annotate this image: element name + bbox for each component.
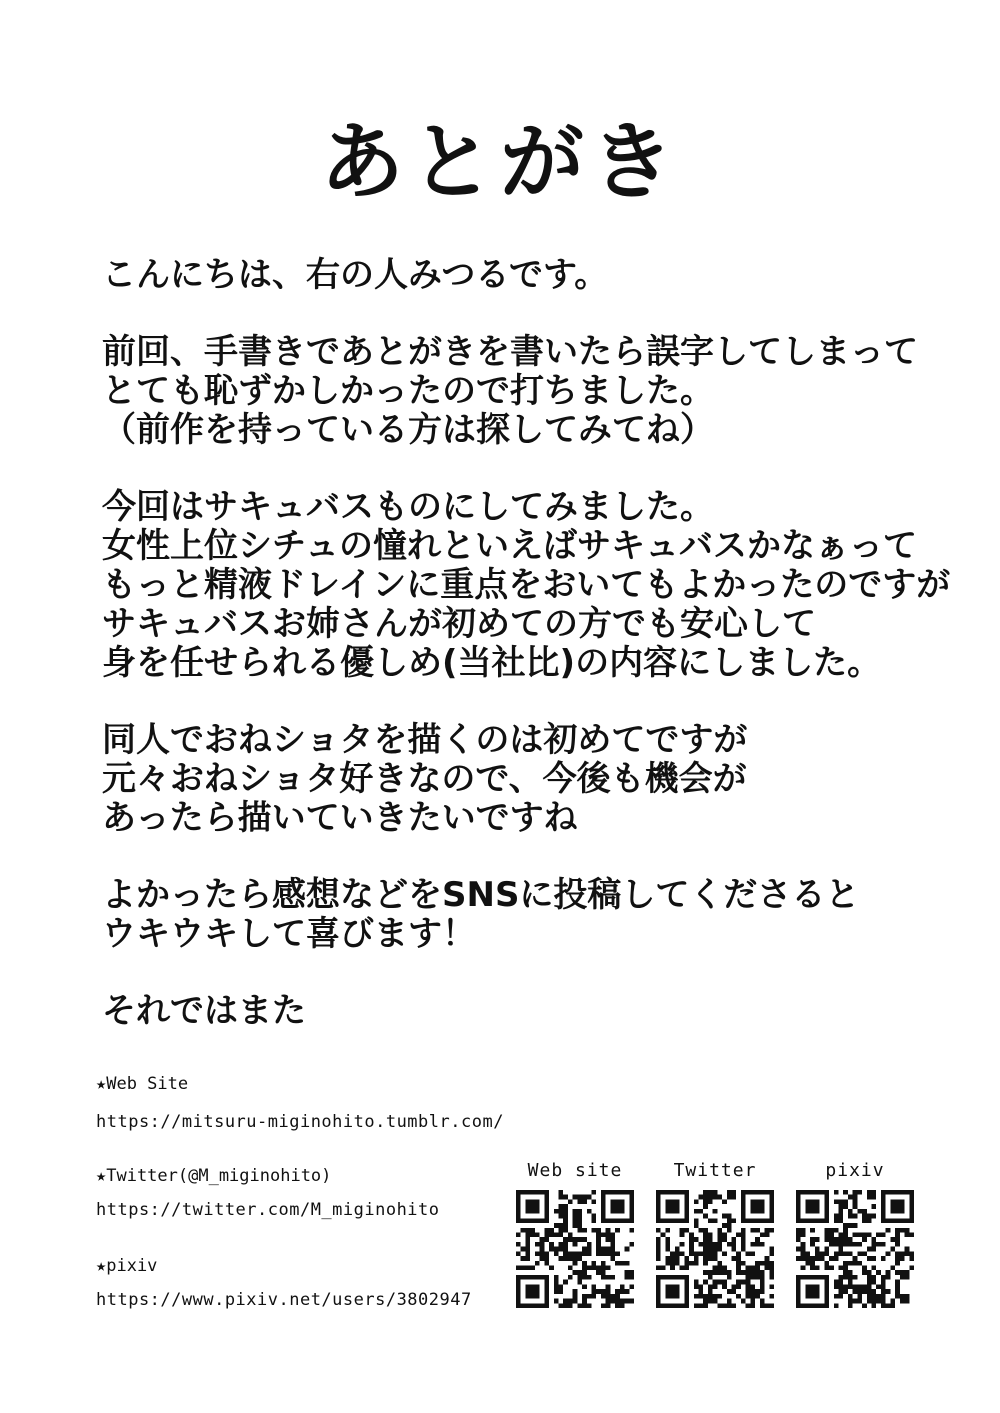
- text-line: それではまた: [102, 991, 306, 1031]
- text-line: 同人でおねショタを描くのは初めてですが: [102, 720, 748, 760]
- paragraph-feedback: [102, 876, 962, 954]
- qr-twitter: [650, 1158, 780, 1308]
- text-line: とても恥ずかしかったので打ちました。: [102, 371, 714, 411]
- pixiv-url-link[interactable]: https://www.pixiv.net/users/3802947: [96, 1290, 472, 1310]
- web-site-url-link[interactable]: https://mitsuru-miginohito.tumblr.com/: [96, 1112, 504, 1132]
- text-line: よかったら感想などをSNSに投稿してくださると: [102, 875, 860, 915]
- qr-label: Web site: [527, 1160, 623, 1181]
- text-line: ウキウキして喜びます！: [102, 914, 476, 954]
- text-line: あったら描いていきたいですね: [102, 798, 578, 838]
- text-line: 前回、手書きであとがきを書いたら誤字してしまって: [102, 332, 918, 372]
- twitter-url-link[interactable]: https://twitter.com/M_miginohito: [96, 1200, 440, 1220]
- afterword-body: [102, 256, 962, 1069]
- paragraph-previous-work: [102, 333, 962, 450]
- qr-code-icon[interactable]: [516, 1190, 634, 1308]
- text-line: 今回はサキュバスものにしてみました。: [102, 487, 714, 527]
- paragraph-greeting: [102, 256, 962, 295]
- link-heading: ★Web Site: [96, 1074, 189, 1094]
- paragraph-closing: [102, 992, 962, 1031]
- text-line: 身を任せられる優しめ(当社比)の内容にしました。: [102, 643, 882, 683]
- qr-label: Twitter: [673, 1160, 757, 1181]
- qr-label: pixiv: [825, 1160, 885, 1181]
- page-title: あとがき: [319, 113, 680, 211]
- text-line: 元々おねショタ好きなので、今後も機会が: [102, 759, 747, 799]
- qr-code-icon[interactable]: [796, 1190, 914, 1308]
- text-line: こんにちは、右の人みつるです。: [102, 255, 609, 295]
- link-heading: ★pixiv: [96, 1256, 158, 1276]
- text-line: もっと精液ドレインに重点をおいてもよかったのですが: [102, 565, 951, 605]
- text-line: サキュバスお姉さんが初めての方でも安心して: [102, 604, 816, 644]
- text-line: （前作を持っている方は探してみてね）: [102, 410, 714, 450]
- qr-code-icon[interactable]: [656, 1190, 774, 1308]
- qr-web-site: [510, 1158, 640, 1308]
- link-heading: ★Twitter(@M_miginohito): [96, 1166, 332, 1186]
- paragraph-theme: [102, 488, 962, 683]
- text-line: 女性上位シチュの憧れといえばサキュバスかなぁって: [102, 526, 917, 566]
- paragraph-first-time: [102, 721, 962, 838]
- qr-pixiv: [790, 1158, 920, 1308]
